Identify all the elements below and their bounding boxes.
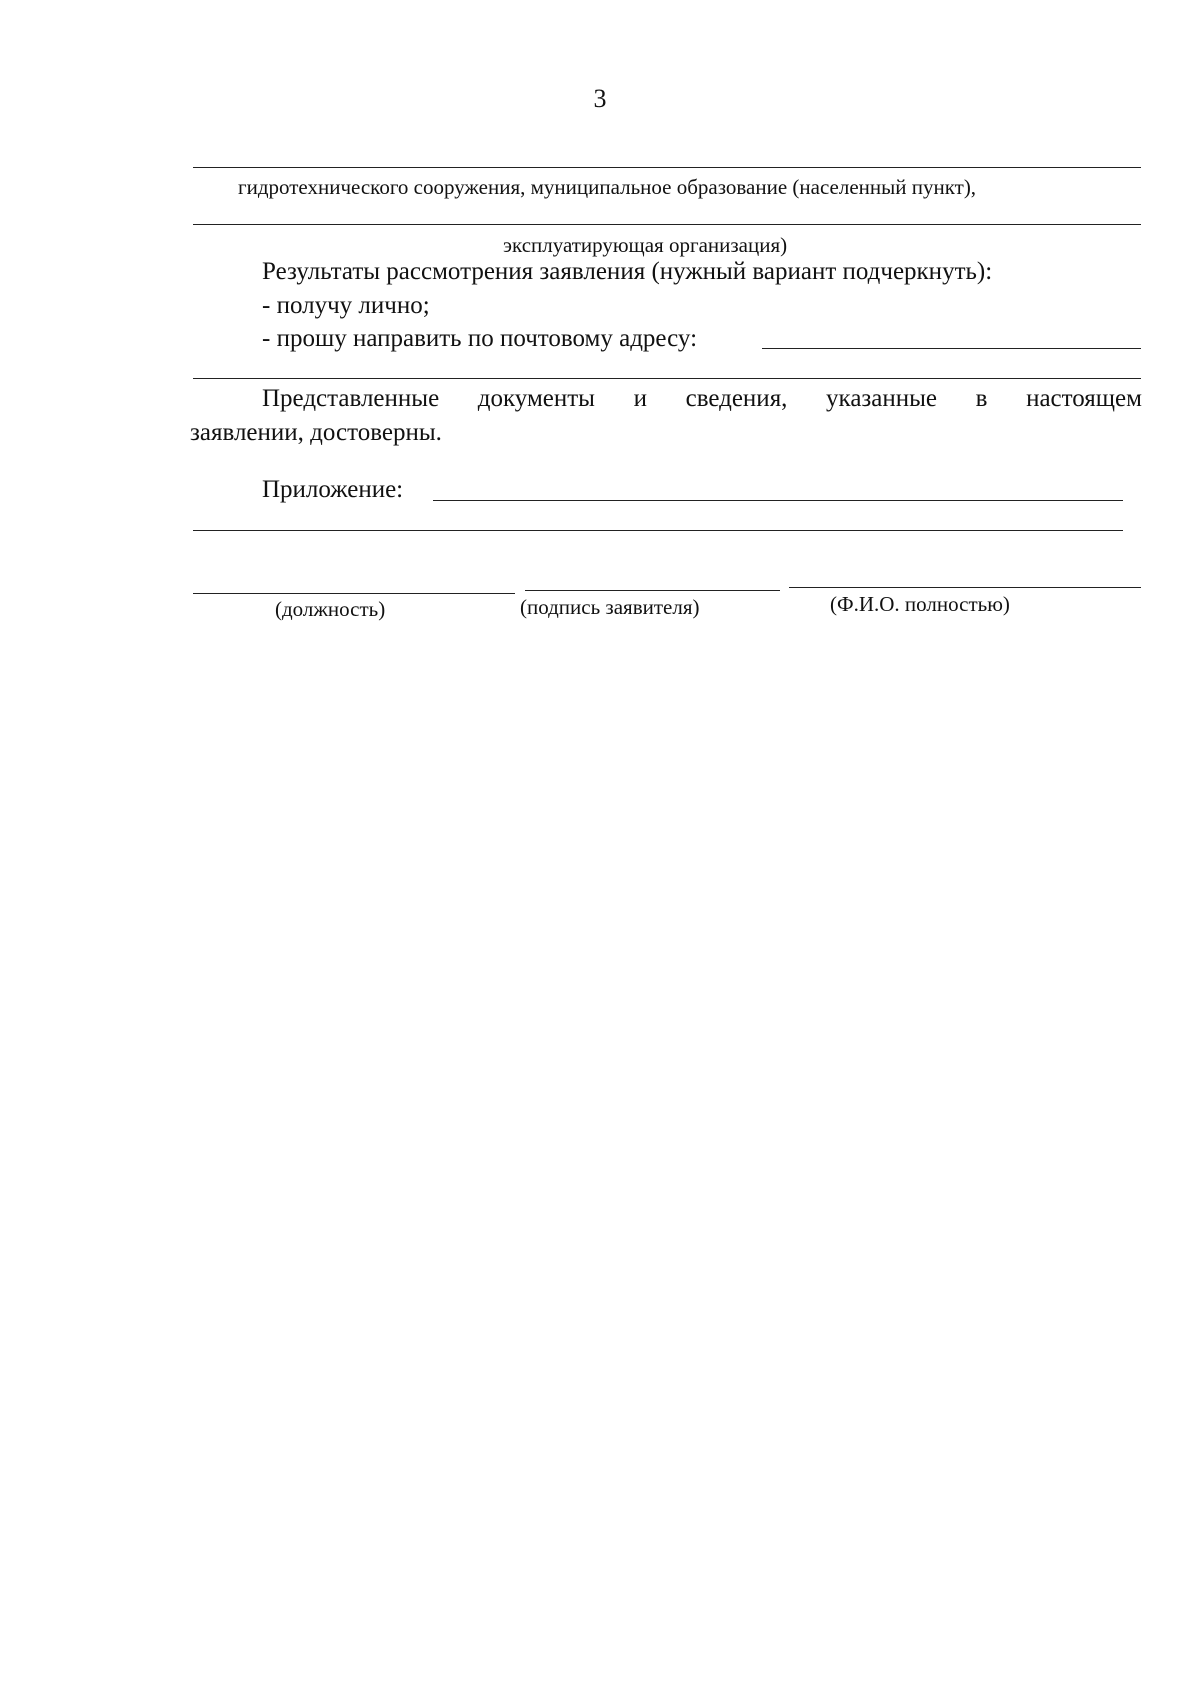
attachment-label: Приложение: [262,476,404,503]
option-personal: - получу лично; [262,292,430,319]
label-signature: (подпись заявителя) [520,595,700,619]
caption-object-municipality: гидротехнического сооружения, муниципальное образование (населенный пункт), [238,175,977,199]
blank-line-attachment [433,500,1123,501]
blank-line-attachment-continued [193,530,1123,531]
blank-line-full-name [789,587,1141,588]
statement-word: настоящем [1026,385,1142,412]
statement-word: в [975,385,988,412]
label-position: (должность) [275,597,386,621]
statement-line-1 [262,385,1142,413]
results-heading: Результаты рассмотрения заявления (нужный вариант подчеркнуть): [262,258,993,285]
statement-word: указанные [826,385,938,412]
page-number: 3 [593,84,607,113]
statement-line-2: заявлении, достоверны. [190,419,442,446]
statement-word: документы [477,385,595,412]
caption-operating-organization: эксплуатирующая организация) [503,233,788,257]
label-full-name: (Ф.И.О. полностью) [830,592,1010,616]
statement-word: Представленные [262,385,440,412]
option-mail: - прошу направить по почтовому адресу: [262,325,698,352]
blank-line-address [762,348,1141,349]
statement-word: и [633,385,647,412]
blank-line-object [193,167,1141,168]
statement-word: сведения, [685,385,788,412]
blank-line-signature [525,590,780,591]
blank-line-organization [193,224,1141,225]
blank-line-position [193,593,515,594]
blank-line-address-continued [193,378,1141,379]
